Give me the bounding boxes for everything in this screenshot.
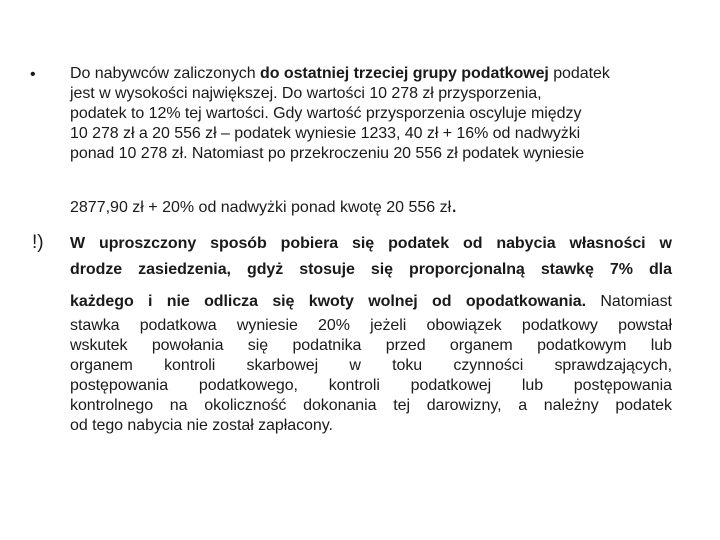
word: tej	[393, 397, 410, 414]
word: 20%	[318, 317, 350, 334]
word: się	[370, 261, 394, 278]
word: powołania	[151, 337, 224, 354]
word: a	[518, 397, 528, 414]
word: od	[462, 235, 483, 252]
word: wyniesie	[236, 317, 298, 334]
text-run: .	[451, 192, 458, 217]
word: proporcjonalną	[409, 261, 525, 278]
word: W	[70, 235, 86, 252]
word: lub	[650, 337, 672, 354]
word: należny	[543, 397, 599, 414]
word: drodze	[70, 261, 123, 278]
word: stawka	[70, 317, 120, 334]
word: na	[169, 397, 188, 414]
word: stosuje	[299, 261, 355, 278]
word: od	[432, 293, 452, 310]
word: gdyż	[246, 261, 284, 278]
word: postępowania	[70, 377, 169, 394]
text-run: podatek	[548, 65, 610, 82]
word: organem	[449, 337, 513, 354]
word: pobiera	[280, 235, 339, 252]
word: opodatkowania.	[465, 293, 587, 310]
word: w	[349, 357, 361, 374]
text-line	[70, 260, 672, 280]
word: kontroli	[328, 377, 380, 394]
word: kontroli	[164, 357, 216, 374]
word: sposób	[210, 235, 267, 252]
text-line: podatek to 12% tej wartości. Gdy wartość przysporzenia oscyluje między	[70, 105, 582, 122]
text-line	[70, 234, 672, 254]
bullet-marker: •	[30, 66, 36, 83]
word: skarbowej	[246, 357, 319, 374]
word: uproszczony	[98, 235, 197, 252]
word: i	[148, 293, 153, 310]
word: Natomiast	[600, 293, 672, 310]
word: przed	[385, 337, 426, 354]
word: podatkowa	[139, 317, 217, 334]
word: kontrolnego	[70, 397, 154, 414]
word: wskutek	[70, 337, 128, 354]
text-line	[70, 192, 458, 217]
word: podatkowej	[410, 377, 492, 394]
text-line	[70, 292, 672, 312]
word: podatek	[615, 397, 672, 414]
word: wolnej	[368, 293, 418, 310]
word: podatkowy	[521, 317, 598, 334]
paragraph-tax-group-3	[70, 64, 672, 164]
exclamation-marker: !)	[32, 232, 44, 253]
word: podatnika	[292, 337, 362, 354]
text-line: jest w wysokości największej. Do wartości 10 278 zł przysporzenia,	[70, 85, 542, 102]
word: własności	[569, 235, 646, 252]
word: nabycia	[496, 235, 556, 252]
word: dokonania	[303, 397, 377, 414]
word: organem	[70, 357, 133, 374]
word: zasiedzenia,	[138, 261, 231, 278]
text-line: 10 278 zł a 20 556 zł – podatek wyniesie 1233, 40 zł + 16% od nadwyżki	[70, 125, 581, 142]
word: się	[247, 337, 269, 354]
word: czynności	[453, 357, 524, 374]
word: obowiązek	[426, 317, 502, 334]
word: się	[352, 235, 375, 252]
word: lub	[521, 377, 544, 394]
word: podatkowym	[537, 337, 627, 354]
text-line	[70, 356, 672, 376]
word: postępowania	[573, 377, 672, 394]
word: sprawdzających,	[554, 357, 672, 374]
word: w	[659, 235, 672, 252]
word: okoliczność	[204, 397, 287, 414]
text-line	[70, 376, 672, 396]
word: nie	[166, 293, 190, 310]
word: odlicza	[204, 293, 258, 310]
word: podatek	[388, 235, 450, 252]
text-line	[70, 64, 672, 84]
word: toku	[392, 357, 423, 374]
text-line	[70, 336, 672, 356]
word: się	[272, 293, 295, 310]
word: jeżeli	[370, 317, 407, 334]
text-line: ponad 10 278 zł. Natomiast po przekroczeniu 20 556 zł podatek wyniesie	[70, 145, 585, 162]
text-line	[70, 316, 672, 336]
text-line	[70, 396, 672, 416]
word: kwoty	[308, 293, 354, 310]
word: stawkę	[540, 261, 594, 278]
text-run: 2877,90 zł + 20% od nadwyżki ponad kwotę 20 556 zł	[70, 199, 452, 216]
word: podatkowego,	[198, 377, 298, 394]
word: każdego	[70, 293, 134, 310]
paragraph-simplified-tax	[70, 234, 672, 436]
text-run: Do nabywców zaliczonych	[70, 65, 260, 82]
word: dla	[648, 261, 672, 278]
text-line: od tego nabycia nie został zapłacony.	[70, 417, 333, 434]
word: powstał	[618, 317, 672, 334]
bold-text-run: do ostatniej trzeciej grupy podatkowej	[260, 65, 549, 82]
word: 7%	[609, 261, 633, 278]
word: darowizny,	[426, 397, 502, 414]
